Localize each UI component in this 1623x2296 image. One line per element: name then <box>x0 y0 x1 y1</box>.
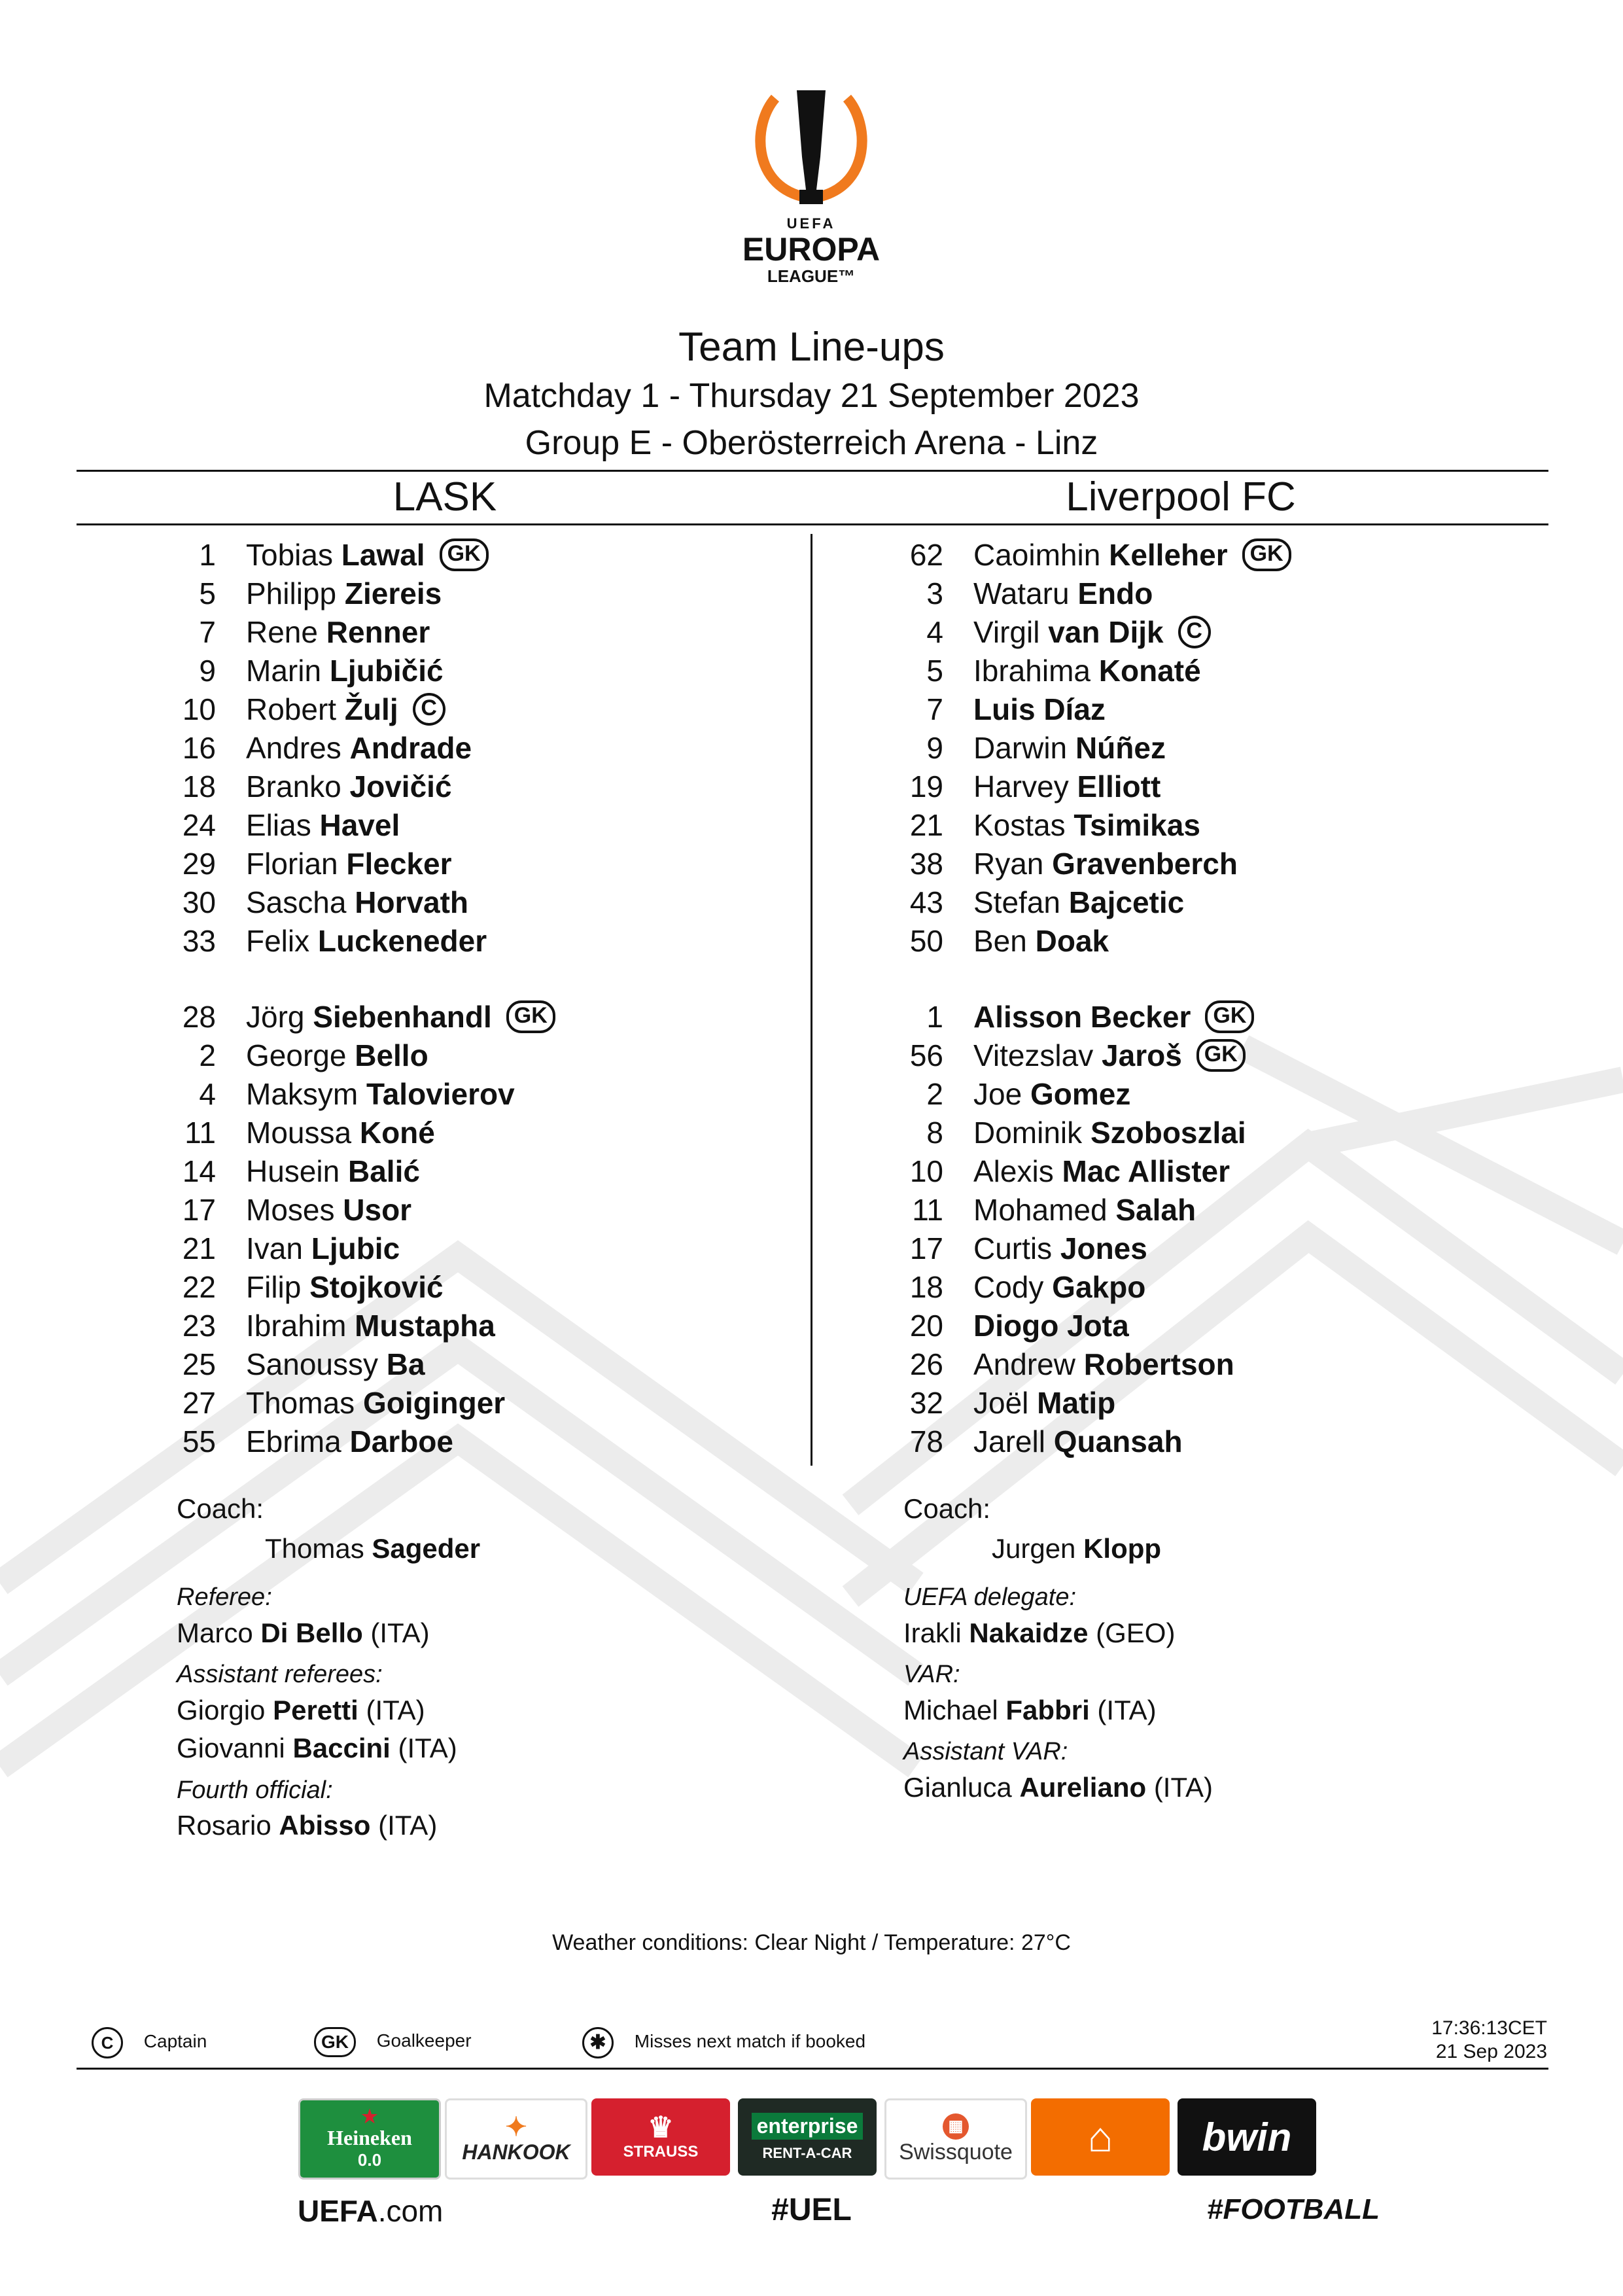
legend-divider <box>77 2068 1548 2070</box>
away-coach-first: Jurgen <box>992 1533 1076 1564</box>
player-number: 3 <box>926 576 943 610</box>
player-last-name: Usor <box>343 1193 412 1227</box>
player-first-name: Vitezslav <box>973 1038 1094 1072</box>
heineken-text: Heineken <box>327 2126 412 2149</box>
referee-last: Di Bello <box>260 1617 363 1648</box>
player-name <box>246 1229 400 1268</box>
player-first-name: Ibrahim <box>246 1309 347 1343</box>
player-number: 9 <box>199 654 216 688</box>
assistant-referee-1 <box>177 1695 425 1726</box>
home-coach-label: Coach: <box>177 1493 264 1524</box>
player-number: 26 <box>909 1347 943 1381</box>
player-last-name: Jones <box>1060 1231 1147 1265</box>
player-name <box>246 1113 435 1152</box>
player-first-name: Harvey <box>973 769 1069 804</box>
player-last-name: Endo <box>1077 576 1153 610</box>
goalkeeper-icon: GK <box>314 2027 356 2057</box>
player-first-name: Husein <box>246 1154 340 1188</box>
player-last-name: Szoboszlai <box>1090 1116 1246 1150</box>
player-number: 11 <box>912 1193 943 1227</box>
player-last-name: Quansah <box>1053 1424 1183 1458</box>
player-first-name: Rene <box>246 615 318 649</box>
player-first-name: Ryan <box>973 847 1044 881</box>
player-number: 27 <box>182 1386 216 1420</box>
logo-europa: EUROPA <box>742 231 881 268</box>
assistant2-first: Giovanni <box>177 1733 285 1763</box>
player-last-name: Konaté <box>1098 654 1201 688</box>
delegate-country: (GEO) <box>1096 1617 1176 1648</box>
trophy-icon <box>739 85 883 209</box>
swissquote-icon: ▦ <box>943 2113 969 2140</box>
sponsor-just-eat <box>1031 2098 1170 2176</box>
player-number: 1 <box>199 538 216 572</box>
player-first-name: Joël <box>973 1386 1029 1420</box>
player-name <box>246 883 468 922</box>
away-team-name: Liverpool FC <box>1066 474 1296 520</box>
player-last-name: Siebenhandl <box>313 1000 492 1034</box>
player-last-name: Robertson <box>1083 1347 1234 1381</box>
player-last-name: Horvath <box>355 885 469 919</box>
player-last-name: Andrade <box>349 731 472 765</box>
avar-last: Aureliano <box>1019 1772 1147 1803</box>
player-last-name: Gakpo <box>1052 1270 1146 1304</box>
player-first-name: George <box>246 1038 347 1072</box>
player-name <box>246 612 430 652</box>
player-first-name: Sanoussy <box>246 1347 379 1381</box>
player-last-name: Renner <box>326 615 430 649</box>
player-first-name: Mohamed <box>973 1193 1108 1227</box>
player-first-name: Wataru <box>973 576 1070 610</box>
goalkeeper-icon: GK <box>1205 1000 1254 1033</box>
player-name <box>246 767 452 806</box>
fourth-first: Rosario <box>177 1810 271 1841</box>
header-divider-top <box>77 470 1548 472</box>
uefa-delegate-label: UEFA delegate: <box>903 1583 1077 1611</box>
assistant1-first: Giorgio <box>177 1695 266 1725</box>
timestamp-date: 21 Sep 2023 <box>1435 2041 1547 2062</box>
player-name <box>973 1152 1230 1191</box>
player-number: 38 <box>909 847 943 881</box>
var-official <box>903 1695 1157 1726</box>
player-number: 62 <box>909 538 943 572</box>
player-number: 20 <box>909 1309 943 1343</box>
home-coach <box>265 1533 480 1564</box>
player-first-name: Ebrima <box>246 1424 341 1458</box>
player-first-name: Thomas <box>246 1386 355 1420</box>
player-last-name: Koné <box>359 1116 435 1150</box>
away-coach-label: Coach: <box>903 1493 991 1524</box>
player-name <box>246 1190 411 1229</box>
player-name <box>246 805 400 845</box>
player-number: 8 <box>926 1116 943 1150</box>
var-first: Michael <box>903 1695 998 1725</box>
player-number: 16 <box>182 731 216 765</box>
away-coach-last: Klopp <box>1083 1533 1162 1564</box>
player-name <box>246 728 472 768</box>
player-name <box>973 997 1254 1036</box>
player-first-name: Jarell <box>973 1424 1045 1458</box>
player-number: 7 <box>199 615 216 649</box>
player-name <box>973 728 1166 768</box>
home-team-name: LASK <box>393 474 497 520</box>
player-number: 5 <box>199 576 216 610</box>
player-name <box>246 651 444 690</box>
fourth-official-label: Fourth official: <box>177 1776 333 1804</box>
player-name <box>246 921 487 961</box>
header-divider-bottom <box>77 523 1548 525</box>
player-last-name: Alisson Becker <box>973 1000 1191 1034</box>
player-name <box>246 1306 495 1345</box>
player-number: 11 <box>184 1116 216 1150</box>
player-last-name: Darboe <box>349 1424 453 1458</box>
player-last-name: Žulj <box>344 692 398 726</box>
away-roster <box>884 535 1539 1464</box>
strauss-icon: ♛ <box>648 2111 674 2144</box>
player-first-name: Kostas <box>973 808 1066 842</box>
player-name <box>973 1074 1130 1114</box>
home-coach-first: Thomas <box>265 1533 364 1564</box>
player-name <box>973 651 1201 690</box>
player-name <box>246 1422 453 1461</box>
footer-uefa: UEFA <box>298 2194 378 2228</box>
player-name <box>973 1190 1196 1229</box>
player-first-name: Ibrahima <box>973 654 1091 688</box>
player-name <box>246 690 445 729</box>
home-coach-last: Sageder <box>372 1533 481 1564</box>
player-number: 1 <box>926 1000 943 1034</box>
player-first-name: Cody <box>973 1270 1044 1304</box>
player-name <box>973 574 1153 613</box>
player-number: 78 <box>909 1424 943 1458</box>
player-last-name: Núñez <box>1075 731 1166 765</box>
player-last-name: Tsimikas <box>1073 808 1200 842</box>
heineken-star-icon: ★ <box>361 2106 378 2127</box>
player-last-name: Stojković <box>309 1270 444 1304</box>
player-first-name: Elias <box>246 808 311 842</box>
player-first-name: Filip <box>246 1270 302 1304</box>
player-first-name: Robert <box>246 692 337 726</box>
assistant1-country: (ITA) <box>366 1695 425 1725</box>
player-last-name: Ljubic <box>311 1231 400 1265</box>
player-last-name: Elliott <box>1077 769 1161 804</box>
player-last-name: Kelleher <box>1109 538 1228 572</box>
player-number: 18 <box>182 769 216 804</box>
player-last-name: Ljubičić <box>329 654 444 688</box>
legend-captain-text: Captain <box>143 2031 207 2052</box>
var-country: (ITA) <box>1097 1695 1157 1725</box>
var-label: VAR: <box>903 1661 960 1688</box>
timestamp-time: 17:36:13CET <box>1431 2017 1547 2039</box>
fourth-official <box>177 1810 437 1841</box>
player-last-name: Jovičić <box>349 769 452 804</box>
hankook-text: HANKOOK <box>462 2140 570 2164</box>
player-last-name: Mustapha <box>355 1309 495 1343</box>
player-name <box>973 1345 1234 1384</box>
player-name <box>973 690 1106 729</box>
assistant-referee-2 <box>177 1733 457 1764</box>
player-first-name: Sascha <box>246 885 347 919</box>
page-title: Team Line-ups <box>678 325 945 370</box>
player-first-name: Stefan <box>973 885 1060 919</box>
player-name <box>246 535 489 574</box>
player-number: 5 <box>926 654 943 688</box>
player-name <box>246 1383 505 1422</box>
away-coach <box>992 1533 1161 1564</box>
player-number: 55 <box>182 1424 216 1458</box>
player-name <box>246 1267 444 1307</box>
home-roster <box>157 535 811 1464</box>
player-number: 25 <box>182 1347 216 1381</box>
player-name <box>973 1306 1129 1345</box>
player-name <box>973 767 1161 806</box>
player-last-name: Matip <box>1037 1386 1116 1420</box>
assistant1-last: Peretti <box>273 1695 358 1725</box>
enterprise-sub: RENT-A-CAR <box>762 2144 852 2161</box>
player-last-name: Doak <box>1035 924 1109 958</box>
referee-first: Marco <box>177 1617 253 1648</box>
player-number: 10 <box>909 1154 943 1188</box>
player-number: 33 <box>182 924 216 958</box>
referee-label: Referee: <box>177 1583 272 1611</box>
footer-hashtag: #UEL <box>771 2193 852 2227</box>
hankook-icon: ✦ <box>505 2112 527 2142</box>
player-name <box>973 1036 1246 1075</box>
var-last: Fabbri <box>1005 1695 1090 1725</box>
avar-first: Gianluca <box>903 1772 1012 1803</box>
player-number: 19 <box>909 769 943 804</box>
delegate-first: Irakli <box>903 1617 962 1648</box>
player-name <box>246 997 555 1036</box>
player-name <box>973 805 1200 845</box>
player-last-name: Jaroš <box>1102 1038 1182 1072</box>
player-last-name: Luis Díaz <box>973 692 1106 726</box>
player-last-name: Gravenberch <box>1052 847 1238 881</box>
player-name <box>973 1383 1115 1422</box>
heineken-sub: 0.0 <box>357 2150 382 2170</box>
player-number: 43 <box>909 885 943 919</box>
player-last-name: Bello <box>355 1038 428 1072</box>
player-last-name: Lawal <box>341 538 425 572</box>
player-name <box>973 883 1184 922</box>
player-number: 24 <box>182 808 216 842</box>
player-first-name: Philipp <box>246 576 337 610</box>
player-name <box>973 921 1109 961</box>
player-name <box>246 1074 515 1114</box>
footer-uefa-suffix: .com <box>377 2194 444 2228</box>
assistant-var-label: Assistant VAR: <box>903 1738 1068 1765</box>
player-last-name: Flecker <box>346 847 452 881</box>
player-number: 4 <box>199 1077 216 1111</box>
player-first-name: Ben <box>973 924 1027 958</box>
player-number: 28 <box>182 1000 216 1034</box>
sponsor-strauss <box>591 2098 730 2176</box>
player-last-name: Diogo Jota <box>973 1309 1129 1343</box>
sponsor-enterprise <box>738 2098 877 2176</box>
asterisk-icon: ✱ <box>582 2027 614 2058</box>
player-number: 7 <box>926 692 943 726</box>
player-name <box>246 574 442 613</box>
player-name <box>973 1113 1246 1152</box>
player-last-name: Mac Allister <box>1062 1154 1230 1188</box>
player-first-name: Ivan <box>246 1231 303 1265</box>
player-first-name: Branko <box>246 769 341 804</box>
bwin-text: bwin <box>1202 2115 1292 2159</box>
player-last-name: Balić <box>347 1154 420 1188</box>
player-first-name: Andrew <box>973 1347 1075 1381</box>
player-number: 56 <box>909 1038 943 1072</box>
player-number: 32 <box>909 1386 943 1420</box>
player-name <box>973 612 1211 652</box>
player-last-name: Havel <box>319 808 400 842</box>
player-last-name: Salah <box>1115 1193 1196 1227</box>
player-number: 10 <box>182 692 216 726</box>
swissquote-text: Swissquote <box>899 2139 1013 2164</box>
player-number: 22 <box>182 1270 216 1304</box>
player-first-name: Marin <box>246 654 322 688</box>
player-first-name: Joe <box>973 1077 1022 1111</box>
goalkeeper-icon: GK <box>1242 539 1291 571</box>
player-name <box>246 1036 428 1075</box>
referee-country: (ITA) <box>370 1617 430 1648</box>
uefa-delegate <box>903 1617 1175 1649</box>
player-number: 30 <box>182 885 216 919</box>
player-name <box>973 535 1291 574</box>
player-number: 23 <box>182 1309 216 1343</box>
player-number: 17 <box>909 1231 943 1265</box>
player-last-name: Goiginger <box>362 1386 506 1420</box>
player-first-name: Moses <box>246 1193 335 1227</box>
player-name <box>246 1152 420 1191</box>
player-first-name: Moussa <box>246 1116 352 1150</box>
strauss-text: STRAUSS <box>623 2143 699 2161</box>
captain-icon: C <box>92 2027 123 2058</box>
player-name <box>973 844 1238 883</box>
player-last-name: Ziereis <box>344 576 442 610</box>
match-subtitle: Matchday 1 - Thursday 21 September 2023 <box>483 377 1140 415</box>
captain-icon: C <box>413 693 445 726</box>
player-first-name: Virgil <box>973 615 1040 649</box>
player-first-name: Jörg <box>246 1000 305 1034</box>
player-number: 17 <box>182 1193 216 1227</box>
assistant2-country: (ITA) <box>398 1733 457 1763</box>
assistant-var <box>903 1772 1213 1803</box>
match-venue: Group E - Oberösterreich Arena - Linz <box>525 424 1098 462</box>
player-first-name: Darwin <box>973 731 1068 765</box>
assistant-referees-label: Assistant referees: <box>177 1661 383 1688</box>
goalkeeper-icon: GK <box>1196 1039 1246 1072</box>
sponsor-swissquote <box>884 2098 1027 2180</box>
referee <box>177 1617 430 1649</box>
player-number: 21 <box>909 808 943 842</box>
avar-country: (ITA) <box>1153 1772 1213 1803</box>
legend-booked <box>582 2027 865 2058</box>
timestamp <box>1348 2017 1547 2064</box>
legend-booked-text: Misses next match if booked <box>634 2031 866 2052</box>
enterprise-text: enterprise <box>752 2113 864 2140</box>
player-last-name: Talovierov <box>366 1077 515 1111</box>
player-last-name: Bajcetic <box>1068 885 1185 919</box>
player-name <box>973 1229 1147 1268</box>
player-number: 2 <box>926 1077 943 1111</box>
player-last-name: Luckeneder <box>317 924 487 958</box>
captain-icon: C <box>1178 616 1211 648</box>
footer-football: #FOOTBALL <box>1207 2193 1380 2225</box>
sponsor-heineken <box>298 2098 441 2180</box>
player-number: 2 <box>199 1038 216 1072</box>
assistant2-last: Baccini <box>292 1733 391 1763</box>
player-number: 14 <box>182 1154 216 1188</box>
goalkeeper-icon: GK <box>506 1000 555 1033</box>
weather-conditions: Weather conditions: Clear Night / Temperature: 27°C <box>552 1930 1071 1955</box>
player-first-name: Felix <box>246 924 310 958</box>
sponsor-hankook <box>445 2098 587 2180</box>
uel-logo <box>739 85 883 294</box>
player-name <box>973 1267 1145 1307</box>
player-name <box>246 1345 425 1384</box>
legend-goalkeeper <box>314 2027 472 2057</box>
player-first-name: Curtis <box>973 1231 1053 1265</box>
player-first-name: Tobias <box>246 538 333 572</box>
player-first-name: Florian <box>246 847 338 881</box>
fourth-last: Abisso <box>279 1810 371 1841</box>
player-last-name: van Dijk <box>1048 615 1164 649</box>
fourth-country: (ITA) <box>378 1810 438 1841</box>
player-last-name: Ba <box>386 1347 425 1381</box>
sponsor-bwin <box>1178 2098 1316 2176</box>
legend-captain <box>92 2027 207 2058</box>
just-eat-house-icon: ⌂ <box>1087 2113 1113 2161</box>
legend-goalkeeper-text: Goalkeeper <box>376 2030 472 2051</box>
goalkeeper-icon: GK <box>440 539 489 571</box>
player-first-name: Andres <box>246 731 341 765</box>
player-name <box>246 844 452 883</box>
delegate-last: Nakaidze <box>969 1617 1089 1648</box>
player-number: 9 <box>926 731 943 765</box>
player-first-name: Caoimhin <box>973 538 1101 572</box>
player-last-name: Gomez <box>1030 1077 1131 1111</box>
player-number: 50 <box>909 924 943 958</box>
player-number: 4 <box>926 615 943 649</box>
player-first-name: Maksym <box>246 1077 358 1111</box>
player-number: 29 <box>182 847 216 881</box>
player-number: 18 <box>909 1270 943 1304</box>
player-number: 21 <box>182 1231 216 1265</box>
player-name <box>973 1422 1183 1461</box>
player-first-name: Alexis <box>973 1154 1054 1188</box>
logo-league: LEAGUE™ <box>767 266 856 286</box>
logo-uefa: UEFA <box>786 215 836 232</box>
player-first-name: Dominik <box>973 1116 1083 1150</box>
